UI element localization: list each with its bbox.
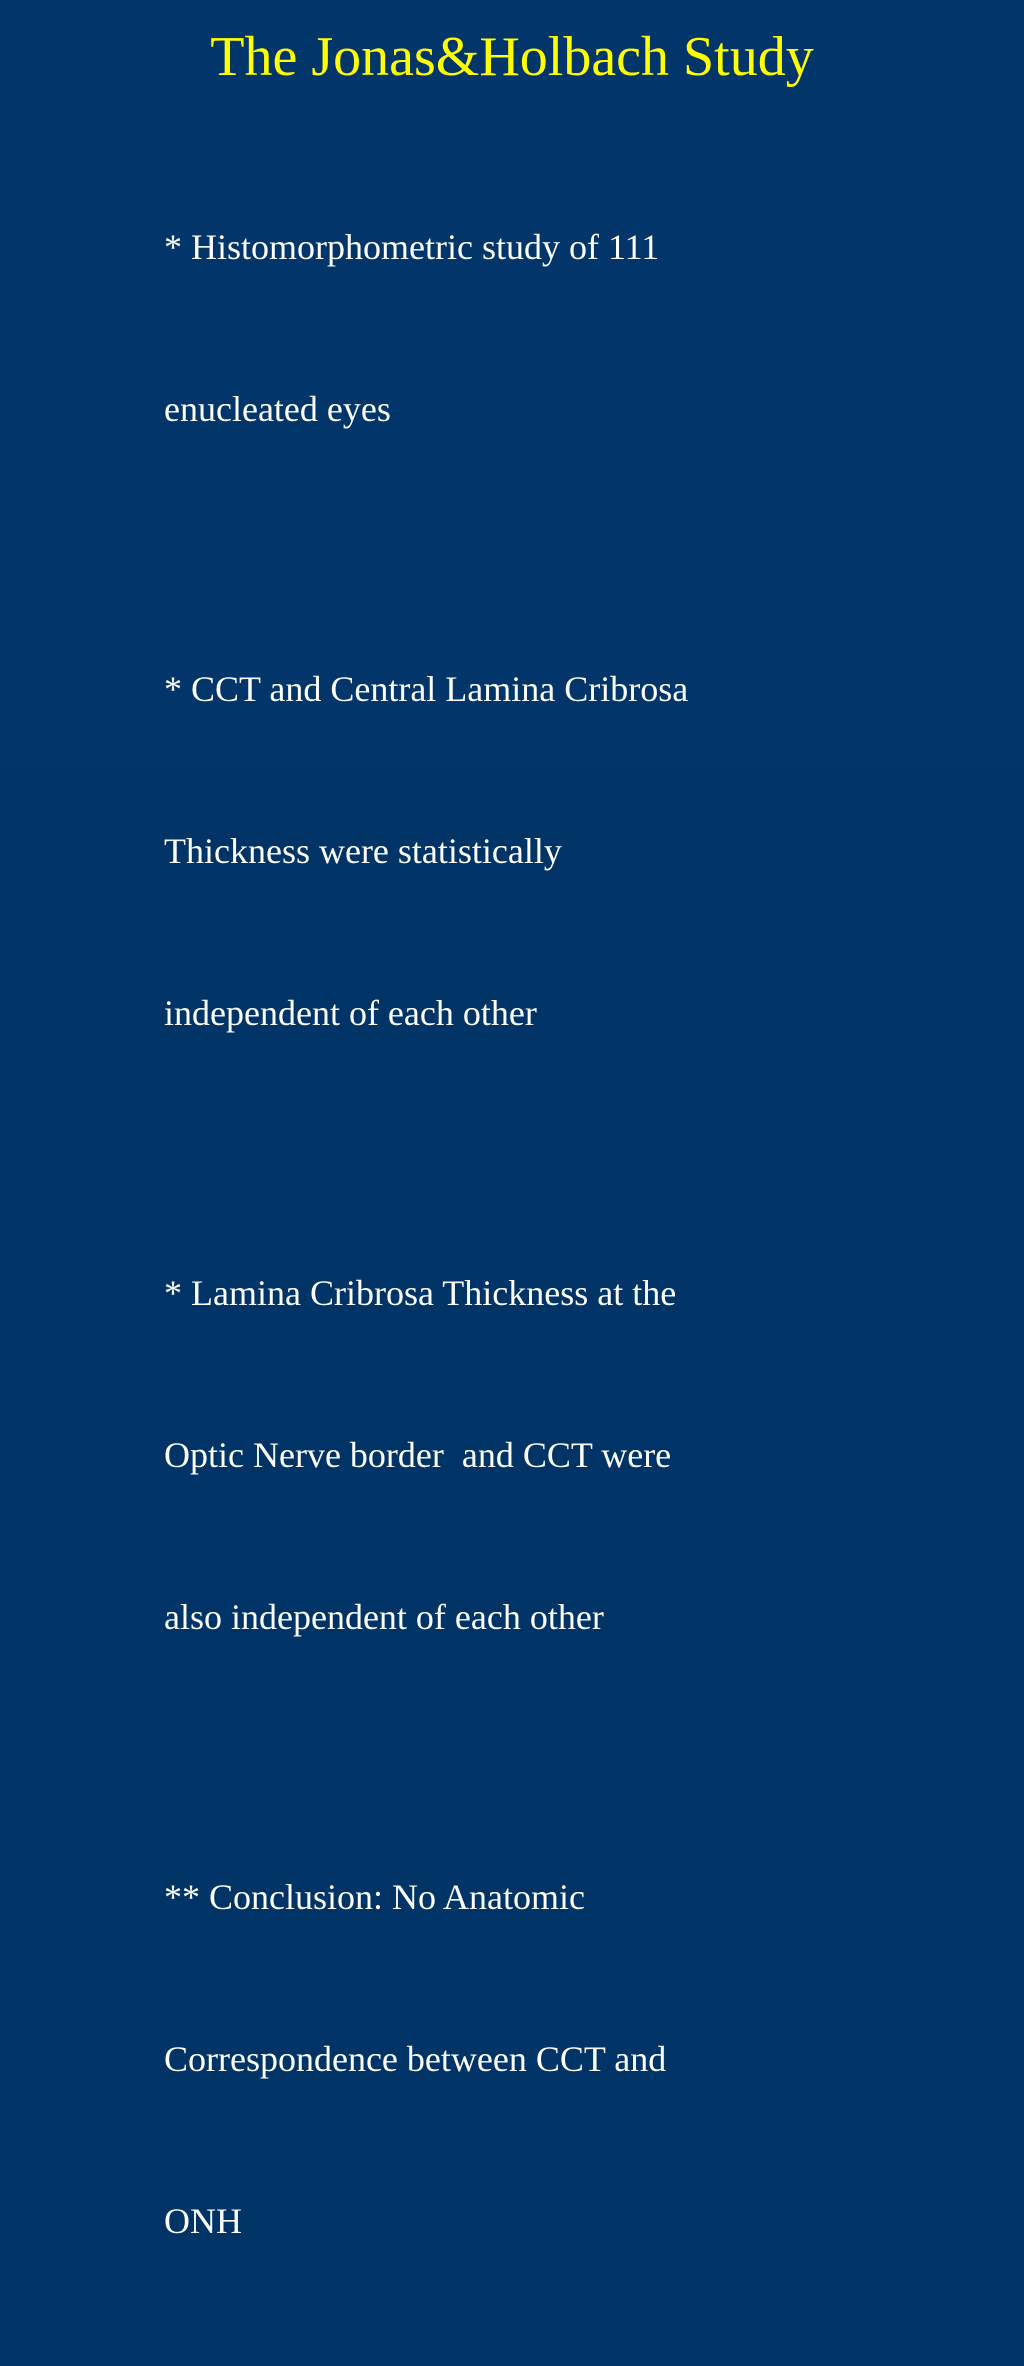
bullet-3-line-1: * Lamina Cribrosa Thickness at the <box>164 1273 677 1313</box>
bullet-item-2 <box>164 554 864 1148</box>
bullet-2-line-1: * CCT and Central Lamina Cribrosa <box>164 669 689 709</box>
bullet-1-line-2: enucleated eyes <box>164 389 391 429</box>
bullet-2-line-3: independent of each other <box>164 993 537 1033</box>
slide-title: The Jonas&Holbach Study <box>210 26 814 88</box>
bullet-1-line-1: * Histomorphometric study of 111 <box>164 227 660 267</box>
bullet-3-line-3: also independent of each other <box>164 1597 604 1637</box>
bullet-4-line-1: ** Conclusion: No Anatomic <box>164 1877 585 1917</box>
bullet-item-3 <box>164 1158 864 1752</box>
bullet-4-line-2: Correspondence between CCT and <box>164 2039 667 2079</box>
bullet-3-line-2: Optic Nerve border and CCT were <box>164 1435 672 1475</box>
bullet-list <box>164 112 864 2366</box>
bullet-2-line-2: Thickness were statistically <box>164 831 562 871</box>
bullet-4-line-3: ONH <box>164 2201 242 2241</box>
bullet-item-4 <box>164 1762 864 2356</box>
bullet-item-1 <box>164 112 864 544</box>
